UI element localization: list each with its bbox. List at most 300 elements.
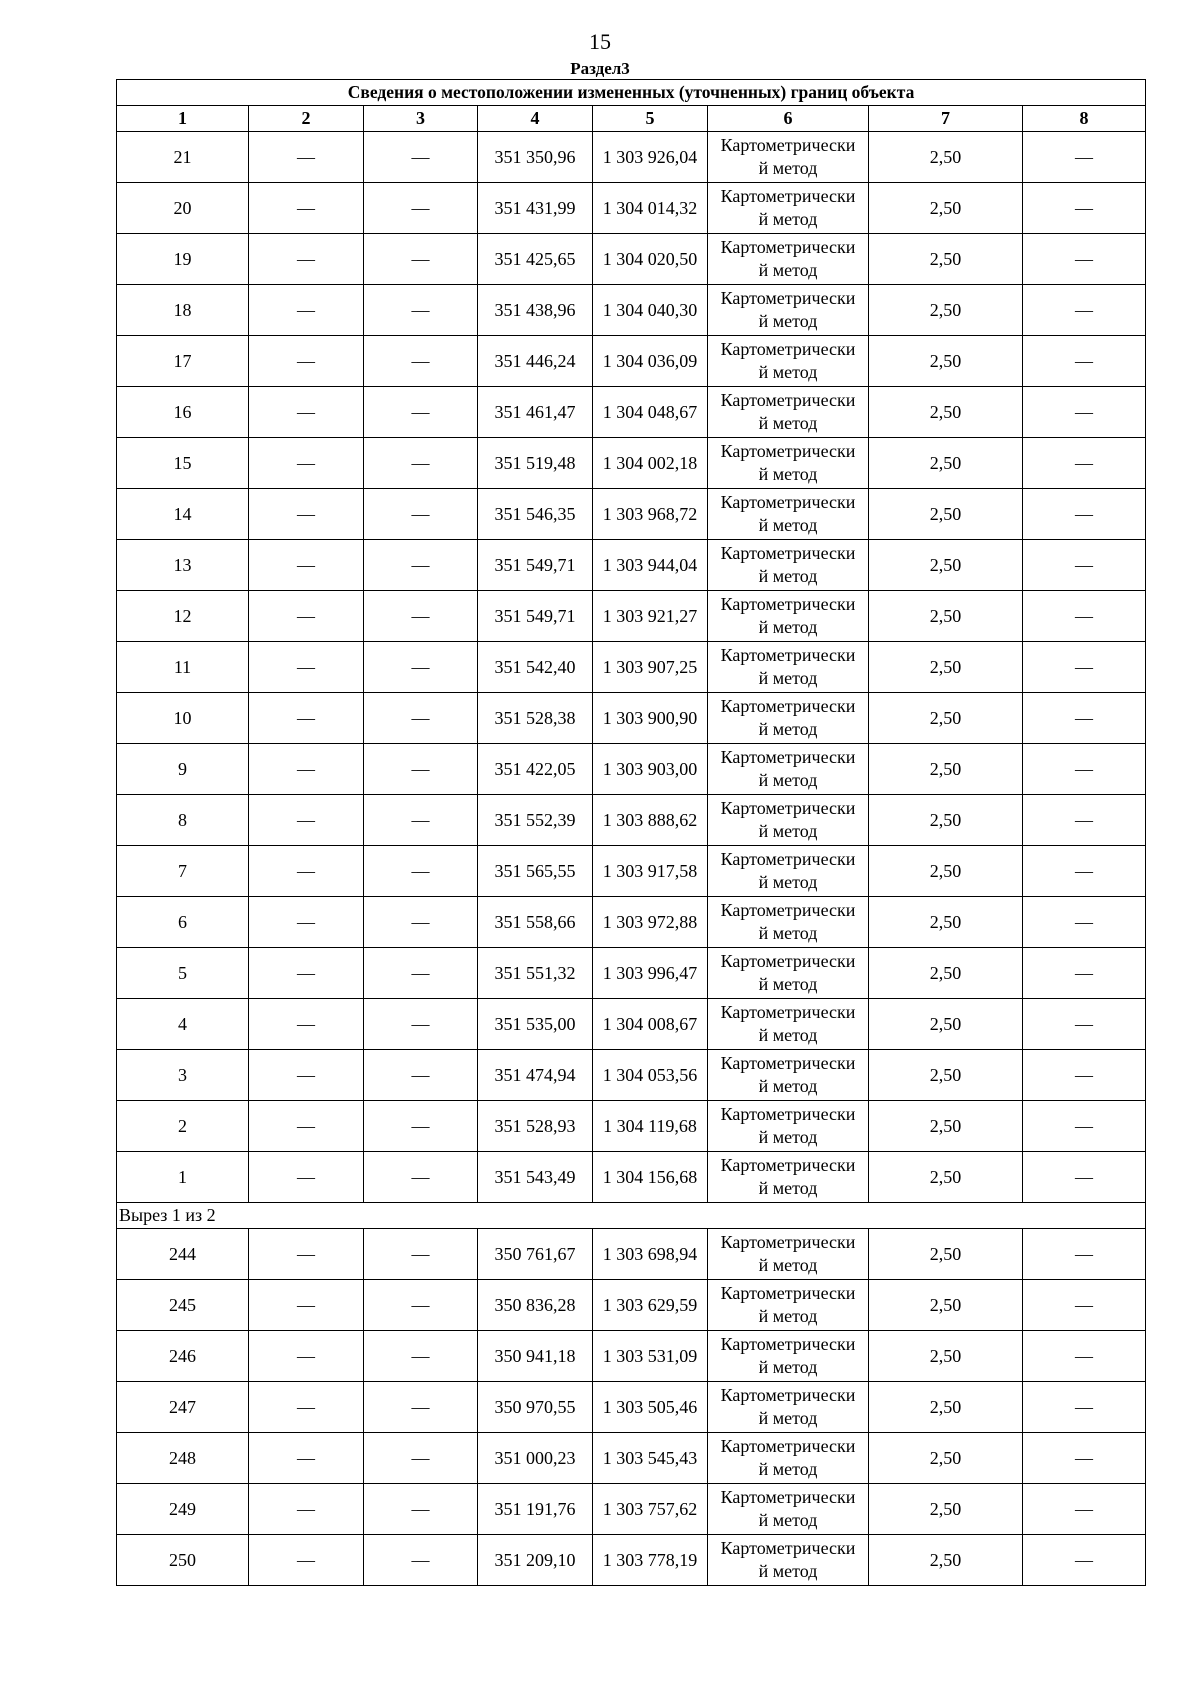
point-number-cell: 16	[117, 387, 249, 438]
empty-cell: —	[1023, 642, 1146, 693]
method-line: Картометрически	[720, 135, 856, 155]
column-header: 8	[1023, 106, 1146, 132]
method-line: й метод	[758, 1255, 818, 1275]
x-coordinate-cell: 351 425,65	[478, 234, 593, 285]
empty-cell: —	[364, 336, 478, 387]
empty-cell: —	[364, 489, 478, 540]
method-cell	[708, 489, 869, 540]
x-coordinate-cell: 350 836,28	[478, 1280, 593, 1331]
point-number-cell: 1	[117, 1152, 249, 1203]
x-coordinate-cell: 351 350,96	[478, 132, 593, 183]
x-coordinate-cell: 350 941,18	[478, 1331, 593, 1382]
method-line: й метод	[758, 923, 818, 943]
empty-cell: —	[249, 1382, 364, 1433]
method-line: й метод	[758, 1076, 818, 1096]
point-number-cell: 246	[117, 1331, 249, 1382]
empty-cell: —	[364, 1433, 478, 1484]
point-number-cell: 17	[117, 336, 249, 387]
empty-cell: —	[1023, 1280, 1146, 1331]
accuracy-cell: 2,50	[869, 591, 1023, 642]
method-line: й метод	[758, 464, 818, 484]
method-line: й метод	[758, 821, 818, 841]
empty-cell: —	[1023, 336, 1146, 387]
method-cell	[708, 897, 869, 948]
method-cell	[708, 285, 869, 336]
y-coordinate-cell: 1 304 156,68	[593, 1152, 708, 1203]
empty-cell: —	[249, 1484, 364, 1535]
x-coordinate-cell: 350 970,55	[478, 1382, 593, 1433]
empty-cell: —	[1023, 1484, 1146, 1535]
column-header: 6	[708, 106, 869, 132]
empty-cell: —	[1023, 540, 1146, 591]
point-number-cell: 5	[117, 948, 249, 999]
empty-cell: —	[249, 1280, 364, 1331]
empty-cell: —	[364, 1280, 478, 1331]
method-line: Картометрически	[720, 1232, 856, 1252]
table-body-part1	[117, 132, 1146, 1203]
y-coordinate-cell: 1 303 505,46	[593, 1382, 708, 1433]
empty-cell: —	[249, 1433, 364, 1484]
table-row	[117, 1484, 1146, 1535]
y-coordinate-cell: 1 304 048,67	[593, 387, 708, 438]
method-cell	[708, 183, 869, 234]
accuracy-cell: 2,50	[869, 1484, 1023, 1535]
method-line: Картометрически	[720, 1104, 856, 1124]
x-coordinate-cell: 351 565,55	[478, 846, 593, 897]
method-cell	[708, 132, 869, 183]
method-cell	[708, 1101, 869, 1152]
method-line: Картометрически	[720, 1385, 856, 1405]
y-coordinate-cell: 1 304 053,56	[593, 1050, 708, 1101]
empty-cell: —	[1023, 285, 1146, 336]
method-cell	[708, 999, 869, 1050]
empty-cell: —	[364, 234, 478, 285]
y-coordinate-cell: 1 303 698,94	[593, 1229, 708, 1280]
empty-cell: —	[364, 387, 478, 438]
accuracy-cell: 2,50	[869, 132, 1023, 183]
table-row	[117, 234, 1146, 285]
method-cell	[708, 846, 869, 897]
accuracy-cell: 2,50	[869, 1152, 1023, 1203]
table-row	[117, 948, 1146, 999]
method-line: Картометрически	[720, 798, 856, 818]
y-coordinate-cell: 1 304 020,50	[593, 234, 708, 285]
method-line: й метод	[758, 617, 818, 637]
x-coordinate-cell: 351 549,71	[478, 591, 593, 642]
point-number-cell: 249	[117, 1484, 249, 1535]
method-cell	[708, 1050, 869, 1101]
x-coordinate-cell: 351 528,38	[478, 693, 593, 744]
empty-cell: —	[249, 132, 364, 183]
accuracy-cell: 2,50	[869, 183, 1023, 234]
y-coordinate-cell: 1 303 757,62	[593, 1484, 708, 1535]
table-row	[117, 1229, 1146, 1280]
accuracy-cell: 2,50	[869, 438, 1023, 489]
method-line: Картометрически	[720, 645, 856, 665]
empty-cell: —	[364, 1484, 478, 1535]
x-coordinate-cell: 351 422,05	[478, 744, 593, 795]
empty-cell: —	[249, 1229, 364, 1280]
y-coordinate-cell: 1 303 926,04	[593, 132, 708, 183]
point-number-cell: 11	[117, 642, 249, 693]
y-coordinate-cell: 1 304 036,09	[593, 336, 708, 387]
empty-cell: —	[1023, 1535, 1146, 1586]
empty-cell: —	[1023, 387, 1146, 438]
y-coordinate-cell: 1 304 119,68	[593, 1101, 708, 1152]
method-line: й метод	[758, 209, 818, 229]
point-number-cell: 18	[117, 285, 249, 336]
method-cell	[708, 693, 869, 744]
empty-cell: —	[1023, 795, 1146, 846]
empty-cell: —	[364, 285, 478, 336]
empty-cell: —	[1023, 744, 1146, 795]
accuracy-cell: 2,50	[869, 642, 1023, 693]
accuracy-cell: 2,50	[869, 897, 1023, 948]
empty-cell: —	[364, 795, 478, 846]
y-coordinate-cell: 1 303 996,47	[593, 948, 708, 999]
empty-cell: —	[364, 540, 478, 591]
empty-cell: —	[1023, 489, 1146, 540]
empty-cell: —	[249, 591, 364, 642]
method-cell	[708, 948, 869, 999]
y-coordinate-cell: 1 303 972,88	[593, 897, 708, 948]
point-number-cell: 14	[117, 489, 249, 540]
table-row	[117, 591, 1146, 642]
empty-cell: —	[1023, 999, 1146, 1050]
method-line: й метод	[758, 362, 818, 382]
empty-cell: —	[249, 999, 364, 1050]
empty-cell: —	[1023, 591, 1146, 642]
method-line: й метод	[758, 566, 818, 586]
empty-cell: —	[1023, 693, 1146, 744]
method-line: й метод	[758, 872, 818, 892]
empty-cell: —	[1023, 132, 1146, 183]
method-line: Картометрически	[720, 1155, 856, 1175]
empty-cell: —	[249, 1152, 364, 1203]
empty-cell: —	[1023, 183, 1146, 234]
empty-cell: —	[249, 285, 364, 336]
accuracy-cell: 2,50	[869, 744, 1023, 795]
method-cell	[708, 1280, 869, 1331]
method-line: Картометрически	[720, 696, 856, 716]
empty-cell: —	[364, 132, 478, 183]
table-row	[117, 1535, 1146, 1586]
method-line: Картометрически	[720, 1053, 856, 1073]
empty-cell: —	[364, 438, 478, 489]
method-line: Картометрически	[720, 900, 856, 920]
empty-cell: —	[364, 897, 478, 948]
empty-cell: —	[249, 1331, 364, 1382]
empty-cell: —	[364, 1050, 478, 1101]
accuracy-cell: 2,50	[869, 846, 1023, 897]
method-line: й метод	[758, 1459, 818, 1479]
method-line: й метод	[758, 1127, 818, 1147]
method-line: Картометрически	[720, 849, 856, 869]
accuracy-cell: 2,50	[869, 387, 1023, 438]
empty-cell: —	[1023, 1152, 1146, 1203]
table-row	[117, 795, 1146, 846]
method-cell	[708, 438, 869, 489]
accuracy-cell: 2,50	[869, 1535, 1023, 1586]
table-caption-row	[117, 80, 1146, 106]
y-coordinate-cell: 1 304 008,67	[593, 999, 708, 1050]
x-coordinate-cell: 351 446,24	[478, 336, 593, 387]
point-number-cell: 21	[117, 132, 249, 183]
x-coordinate-cell: 351 535,00	[478, 999, 593, 1050]
column-header: 5	[593, 106, 708, 132]
method-line: й метод	[758, 158, 818, 178]
table-row	[117, 999, 1146, 1050]
empty-cell: —	[1023, 1101, 1146, 1152]
method-line: Картометрически	[720, 1538, 856, 1558]
y-coordinate-cell: 1 303 907,25	[593, 642, 708, 693]
table-row	[117, 1382, 1146, 1433]
y-coordinate-cell: 1 303 900,90	[593, 693, 708, 744]
accuracy-cell: 2,50	[869, 795, 1023, 846]
table-row	[117, 285, 1146, 336]
column-header: 4	[478, 106, 593, 132]
method-line: й метод	[758, 311, 818, 331]
empty-cell: —	[1023, 1050, 1146, 1101]
table-row	[117, 1280, 1146, 1331]
point-number-cell: 10	[117, 693, 249, 744]
empty-cell: —	[249, 183, 364, 234]
empty-cell: —	[249, 897, 364, 948]
x-coordinate-cell: 351 543,49	[478, 1152, 593, 1203]
empty-cell: —	[1023, 1229, 1146, 1280]
method-line: Картометрически	[720, 1334, 856, 1354]
table-row	[117, 897, 1146, 948]
point-number-cell: 244	[117, 1229, 249, 1280]
method-line: Картометрически	[720, 1283, 856, 1303]
method-cell	[708, 1152, 869, 1203]
method-line: Картометрически	[720, 1002, 856, 1022]
empty-cell: —	[1023, 1331, 1146, 1382]
y-coordinate-cell: 1 304 014,32	[593, 183, 708, 234]
point-number-cell: 245	[117, 1280, 249, 1331]
empty-cell: —	[249, 336, 364, 387]
method-line: й метод	[758, 1408, 818, 1428]
y-coordinate-cell: 1 303 531,09	[593, 1331, 708, 1382]
method-line: й метод	[758, 974, 818, 994]
column-header-row	[117, 106, 1146, 132]
empty-cell: —	[364, 999, 478, 1050]
accuracy-cell: 2,50	[869, 285, 1023, 336]
empty-cell: —	[1023, 948, 1146, 999]
table-row	[117, 489, 1146, 540]
point-number-cell: 6	[117, 897, 249, 948]
y-coordinate-cell: 1 303 903,00	[593, 744, 708, 795]
table-row	[117, 540, 1146, 591]
y-coordinate-cell: 1 303 629,59	[593, 1280, 708, 1331]
empty-cell: —	[364, 1152, 478, 1203]
empty-cell: —	[1023, 897, 1146, 948]
method-cell	[708, 234, 869, 285]
empty-cell: —	[249, 540, 364, 591]
method-line: Картометрически	[720, 1436, 856, 1456]
method-line: й метод	[758, 413, 818, 433]
y-coordinate-cell: 1 304 002,18	[593, 438, 708, 489]
accuracy-cell: 2,50	[869, 540, 1023, 591]
point-number-cell: 247	[117, 1382, 249, 1433]
point-number-cell: 20	[117, 183, 249, 234]
x-coordinate-cell: 351 191,76	[478, 1484, 593, 1535]
point-number-cell: 250	[117, 1535, 249, 1586]
method-line: Картометрически	[720, 951, 856, 971]
empty-cell: —	[249, 489, 364, 540]
method-cell	[708, 591, 869, 642]
column-header: 3	[364, 106, 478, 132]
table-row	[117, 183, 1146, 234]
method-line: й метод	[758, 515, 818, 535]
method-cell	[708, 1484, 869, 1535]
method-line: Картометрически	[720, 543, 856, 563]
empty-cell: —	[364, 591, 478, 642]
accuracy-cell: 2,50	[869, 1331, 1023, 1382]
section-title: Раздел3	[570, 59, 630, 78]
y-coordinate-cell: 1 303 921,27	[593, 591, 708, 642]
accuracy-cell: 2,50	[869, 1229, 1023, 1280]
x-coordinate-cell: 350 761,67	[478, 1229, 593, 1280]
group-label: Вырез 1 из 2	[117, 1203, 1146, 1229]
point-number-cell: 9	[117, 744, 249, 795]
y-coordinate-cell: 1 303 968,72	[593, 489, 708, 540]
x-coordinate-cell: 351 552,39	[478, 795, 593, 846]
point-number-cell: 248	[117, 1433, 249, 1484]
empty-cell: —	[249, 1535, 364, 1586]
empty-cell: —	[364, 1331, 478, 1382]
column-header: 2	[249, 106, 364, 132]
column-header: 1	[117, 106, 249, 132]
table-row	[117, 336, 1146, 387]
empty-cell: —	[1023, 1433, 1146, 1484]
accuracy-cell: 2,50	[869, 1382, 1023, 1433]
x-coordinate-cell: 351 209,10	[478, 1535, 593, 1586]
method-line: й метод	[758, 260, 818, 280]
table-row	[117, 132, 1146, 183]
y-coordinate-cell: 1 304 040,30	[593, 285, 708, 336]
empty-cell: —	[364, 693, 478, 744]
point-number-cell: 2	[117, 1101, 249, 1152]
empty-cell: —	[249, 642, 364, 693]
table-group	[117, 1203, 1146, 1229]
y-coordinate-cell: 1 303 917,58	[593, 846, 708, 897]
point-number-cell: 7	[117, 846, 249, 897]
empty-cell: —	[249, 234, 364, 285]
point-number-cell: 4	[117, 999, 249, 1050]
empty-cell: —	[1023, 846, 1146, 897]
x-coordinate-cell: 351 461,47	[478, 387, 593, 438]
empty-cell: —	[249, 846, 364, 897]
point-number-cell: 15	[117, 438, 249, 489]
table-row	[117, 438, 1146, 489]
accuracy-cell: 2,50	[869, 1050, 1023, 1101]
method-line: Картометрически	[720, 288, 856, 308]
method-line: й метод	[758, 1306, 818, 1326]
method-cell	[708, 1433, 869, 1484]
table-caption: Сведения о местоположении измененных (уточненных) границ объекта	[117, 80, 1146, 106]
table-row	[117, 693, 1146, 744]
method-cell	[708, 1382, 869, 1433]
accuracy-cell: 2,50	[869, 948, 1023, 999]
method-line: й метод	[758, 770, 818, 790]
x-coordinate-cell: 351 549,71	[478, 540, 593, 591]
accuracy-cell: 2,50	[869, 1101, 1023, 1152]
empty-cell: —	[249, 1050, 364, 1101]
method-line: Картометрически	[720, 237, 856, 257]
method-cell	[708, 1535, 869, 1586]
empty-cell: —	[364, 183, 478, 234]
empty-cell: —	[364, 744, 478, 795]
method-cell	[708, 744, 869, 795]
method-cell	[708, 387, 869, 438]
method-cell	[708, 540, 869, 591]
table-row	[117, 1433, 1146, 1484]
empty-cell: —	[364, 1101, 478, 1152]
empty-cell: —	[249, 948, 364, 999]
empty-cell: —	[364, 948, 478, 999]
point-number-cell: 19	[117, 234, 249, 285]
empty-cell: —	[249, 693, 364, 744]
empty-cell: —	[364, 846, 478, 897]
table-row	[117, 387, 1146, 438]
x-coordinate-cell: 351 438,96	[478, 285, 593, 336]
point-number-cell: 3	[117, 1050, 249, 1101]
y-coordinate-cell: 1 303 944,04	[593, 540, 708, 591]
method-line: й метод	[758, 1025, 818, 1045]
method-cell	[708, 795, 869, 846]
method-cell	[708, 642, 869, 693]
accuracy-cell: 2,50	[869, 999, 1023, 1050]
x-coordinate-cell: 351 528,93	[478, 1101, 593, 1152]
table-row	[117, 642, 1146, 693]
y-coordinate-cell: 1 303 888,62	[593, 795, 708, 846]
group-row	[117, 1203, 1146, 1229]
method-line: й метод	[758, 719, 818, 739]
table-body-part2	[117, 1229, 1146, 1586]
empty-cell: —	[364, 1229, 478, 1280]
coordinates-table	[116, 79, 1146, 1586]
empty-cell: —	[364, 1535, 478, 1586]
accuracy-cell: 2,50	[869, 234, 1023, 285]
x-coordinate-cell: 351 474,94	[478, 1050, 593, 1101]
empty-cell: —	[249, 438, 364, 489]
point-number-cell: 12	[117, 591, 249, 642]
table-row	[117, 1101, 1146, 1152]
table-row	[117, 744, 1146, 795]
method-line: й метод	[758, 1510, 818, 1530]
method-line: Картометрически	[720, 339, 856, 359]
accuracy-cell: 2,50	[869, 489, 1023, 540]
empty-cell: —	[364, 642, 478, 693]
x-coordinate-cell: 351 519,48	[478, 438, 593, 489]
x-coordinate-cell: 351 546,35	[478, 489, 593, 540]
empty-cell: —	[364, 1382, 478, 1433]
empty-cell: —	[1023, 234, 1146, 285]
method-cell	[708, 336, 869, 387]
table-row	[117, 1331, 1146, 1382]
empty-cell: —	[249, 387, 364, 438]
empty-cell: —	[249, 744, 364, 795]
y-coordinate-cell: 1 303 778,19	[593, 1535, 708, 1586]
method-line: Картометрически	[720, 441, 856, 461]
accuracy-cell: 2,50	[869, 1280, 1023, 1331]
method-line: й метод	[758, 1561, 818, 1581]
empty-cell: —	[249, 795, 364, 846]
method-cell	[708, 1331, 869, 1382]
x-coordinate-cell: 351 000,23	[478, 1433, 593, 1484]
accuracy-cell: 2,50	[869, 1433, 1023, 1484]
